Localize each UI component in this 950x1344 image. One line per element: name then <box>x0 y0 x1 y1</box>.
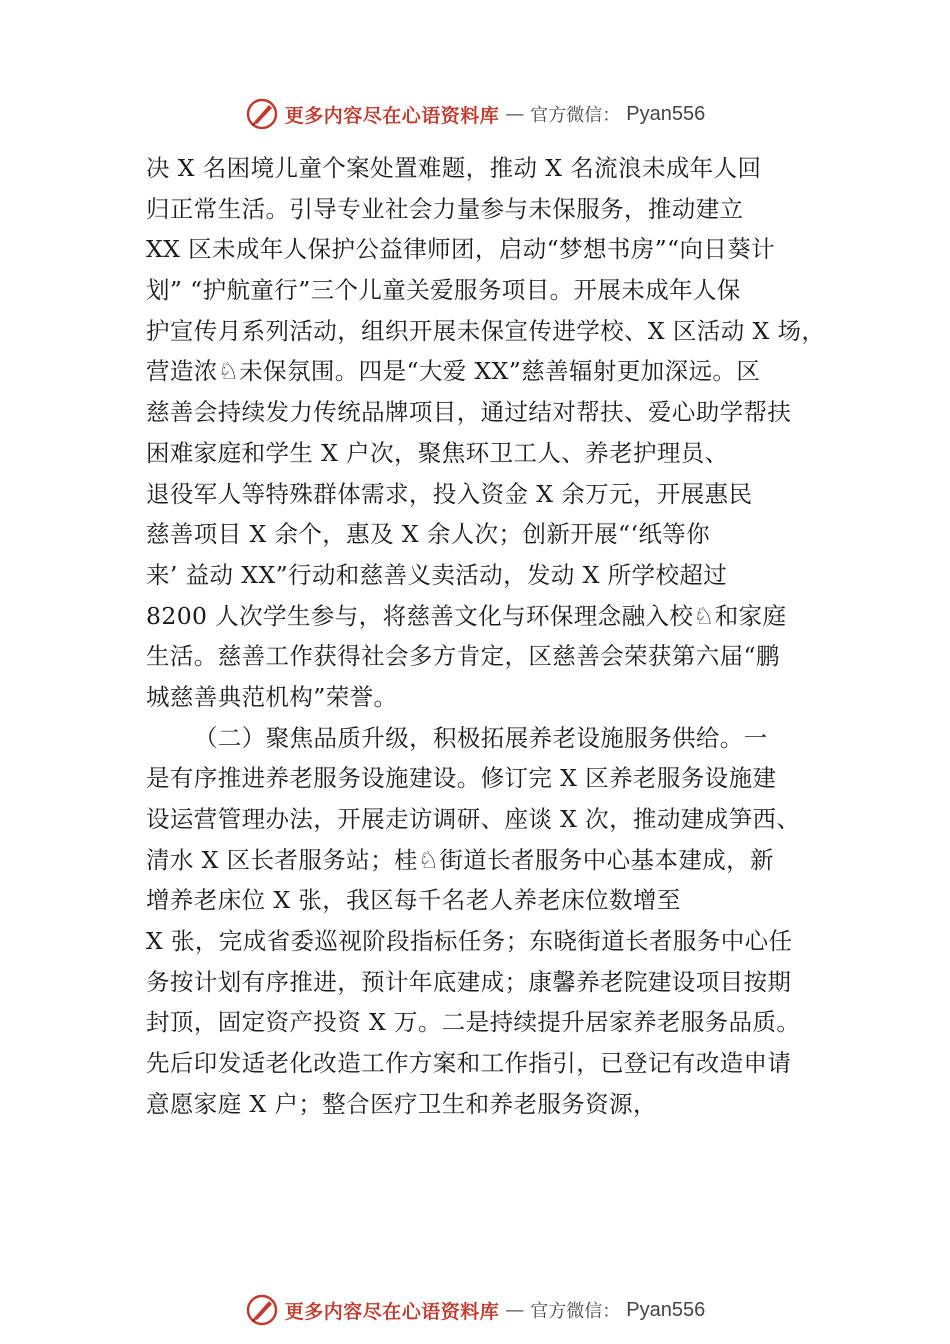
text-line: 慈善项目 X 余个，惠及 X 余人次；创新开展“‘纸等你 <box>146 520 711 549</box>
text-line: 来’ 益动 XX”行动和慈善义卖活动，发动 X 所学校超过 <box>146 560 728 589</box>
text-line: 8200 人次学生参与，将慈善文化与环保理念融入校♘和家庭 <box>146 601 787 630</box>
text-line: 归正常生活。引导专业社会力量参与未保服务，推动建立 <box>146 194 744 223</box>
watermark-contact-id: Pyan556 <box>626 102 706 125</box>
text-line: 增养老床位 X 张，我区每千名老人养老床位数增至 <box>146 886 681 915</box>
text-line: 封顶，固定资产投资 X 万。二是持续提升居家养老服务品质。 <box>146 1008 801 1037</box>
text-line: 营造浓♘未保氛围。四是“大爱 XX”慈善辐射更加深远。区 <box>146 357 761 386</box>
watermark-brand: 更多内容尽在心语资料库 <box>284 1300 500 1323</box>
text-line: 慈善会持续发力传统品牌项目，通过结对帮扶、爱心助学帮扶 <box>146 398 792 427</box>
section-heading-line: （二）聚焦品质升级，积极拓展养老设施服务供给。一 <box>194 723 768 752</box>
text-line: 清水 X 区长者服务站；桂♘街道长者服务中心基本建成，新 <box>146 845 774 874</box>
watermark-contact-label: 官方微信： <box>530 1301 621 1322</box>
text-line: 务按计划有序推进，预计年底建成；康馨养老院建设项目按期 <box>146 967 792 996</box>
text-line: XX 区未成年人保护公益律师团，启动“梦想书房”“向日葵计 <box>146 235 776 264</box>
footer-watermark <box>0 1290 950 1330</box>
watermark-contact-id: Pyan556 <box>626 1298 706 1321</box>
watermark-separator: — <box>505 1299 525 1321</box>
text-line: 困难家庭和学生 X 户次，聚焦环卫工人、养老护理员、 <box>146 438 729 467</box>
document-body <box>146 148 826 1125</box>
text-line: 退役军人等特殊群体需求，投入资金 X 余万元，开展惠民 <box>146 479 753 508</box>
text-line: 是有序推进养老服务设施建设。修订完 X 区养老服务设施建 <box>146 764 777 793</box>
watermark-separator: — <box>505 103 525 125</box>
text-line: 城慈善典范机构”荣誉。 <box>146 682 398 711</box>
pen-seal-icon <box>245 1293 279 1327</box>
text-line: X 张，完成省委巡视阶段指标任务；东晓街道长者服务中心任 <box>146 927 793 956</box>
text-line: 护宣传月系列活动，组织开展未保宣传进学校、X 区活动 X 场， <box>146 316 826 345</box>
header-watermark <box>0 94 950 134</box>
watermark-contact-label: 官方微信： <box>530 105 621 126</box>
text-line: 意愿家庭 X 户；整合医疗卫生和养老服务资源， <box>146 1089 657 1118</box>
text-line: 先后印发适老化改造工作方案和工作指引，已登记有改造申请 <box>146 1049 792 1078</box>
pen-seal-icon <box>245 97 279 131</box>
text-line: 设运营管理办法，开展走访调研、座谈 X 次，推动建成笋西、 <box>146 805 801 833</box>
watermark-brand: 更多内容尽在心语资料库 <box>284 104 500 127</box>
text-line: 划” “护航童行”三个儿童关爱服务项目。开展未成年人保 <box>146 276 741 305</box>
text-line: 生活。慈善工作获得社会多方肯定，区慈善会荣获第六届“鹏 <box>146 642 780 671</box>
text-line: 决 X 名困境儿童个案处置难题，推动 X 名流浪未成年人回 <box>146 154 762 182</box>
